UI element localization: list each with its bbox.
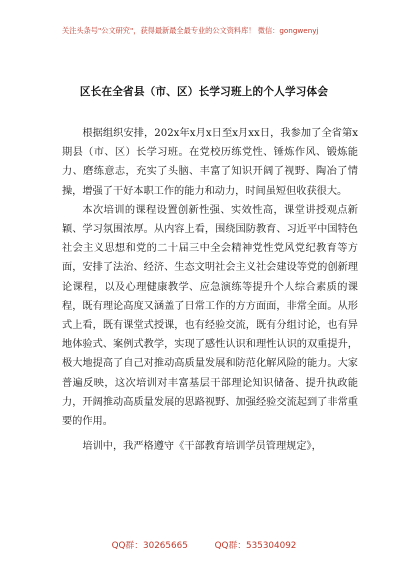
document-title: 区长在全省县（市、区）长学习班上的个人学习体会 bbox=[79, 86, 329, 98]
paragraph-2: 本次培训的课程设置创新性强、实效性高，课堂讲授观点新颖、学习氛围浓厚。从内容上看，围绕国防教育、习近平中国特色社会主义思想和党的二十届三中全会精神党性党风党纪教育等方面，安排了法治、经济、生态文明社会主义社会建设等党的创新理论课程，以及心理健康教学、应急演练等提升个人综合素质的课程，既有理论高度又涵盖了日常工作的方方面面，非常全面。从形式上看，既有课堂式授课，也有经验交流，既有分组讨论，也有异地体验式、案例式教学，实现了感性认识和理性认识的双重提升，极大地提高了自己对推动高质量发展和防范化解风险的能力。大家普遍反映，这次培训对丰富基层干部理论知识储备、提升执政能力，开阔推动高质量发展的思路视野、加强经验交流起到了非常重要的作用。 bbox=[62, 204, 358, 428]
document-body bbox=[62, 124, 358, 456]
footer-qq-group-2: QQ群：535304092 bbox=[214, 541, 297, 551]
footer-qq-group-1: QQ群：30265665 bbox=[111, 541, 188, 551]
footer-contact bbox=[0, 538, 408, 551]
paragraph-3: 培训中，我严格遵守《干部教育培训学员管理规定》， bbox=[82, 441, 322, 453]
paragraph-1: 根据组织安排，202x年x月x日至x月xx日，我参加了全省第x期县（市、区）长学习班。在党校历练党性、锤炼作风、锻炼能力、磨练意志，充实了头脑、丰富了知识开阔了视野、陶冶了情操，增强了干好本职工作的能力和动力，时间虽短但收获很大。 bbox=[62, 128, 358, 197]
header-promo-note: 关注头条号"公文研究"，获得最新最全最专业的公文资料库！ 微信：gongwenyj bbox=[62, 26, 319, 35]
